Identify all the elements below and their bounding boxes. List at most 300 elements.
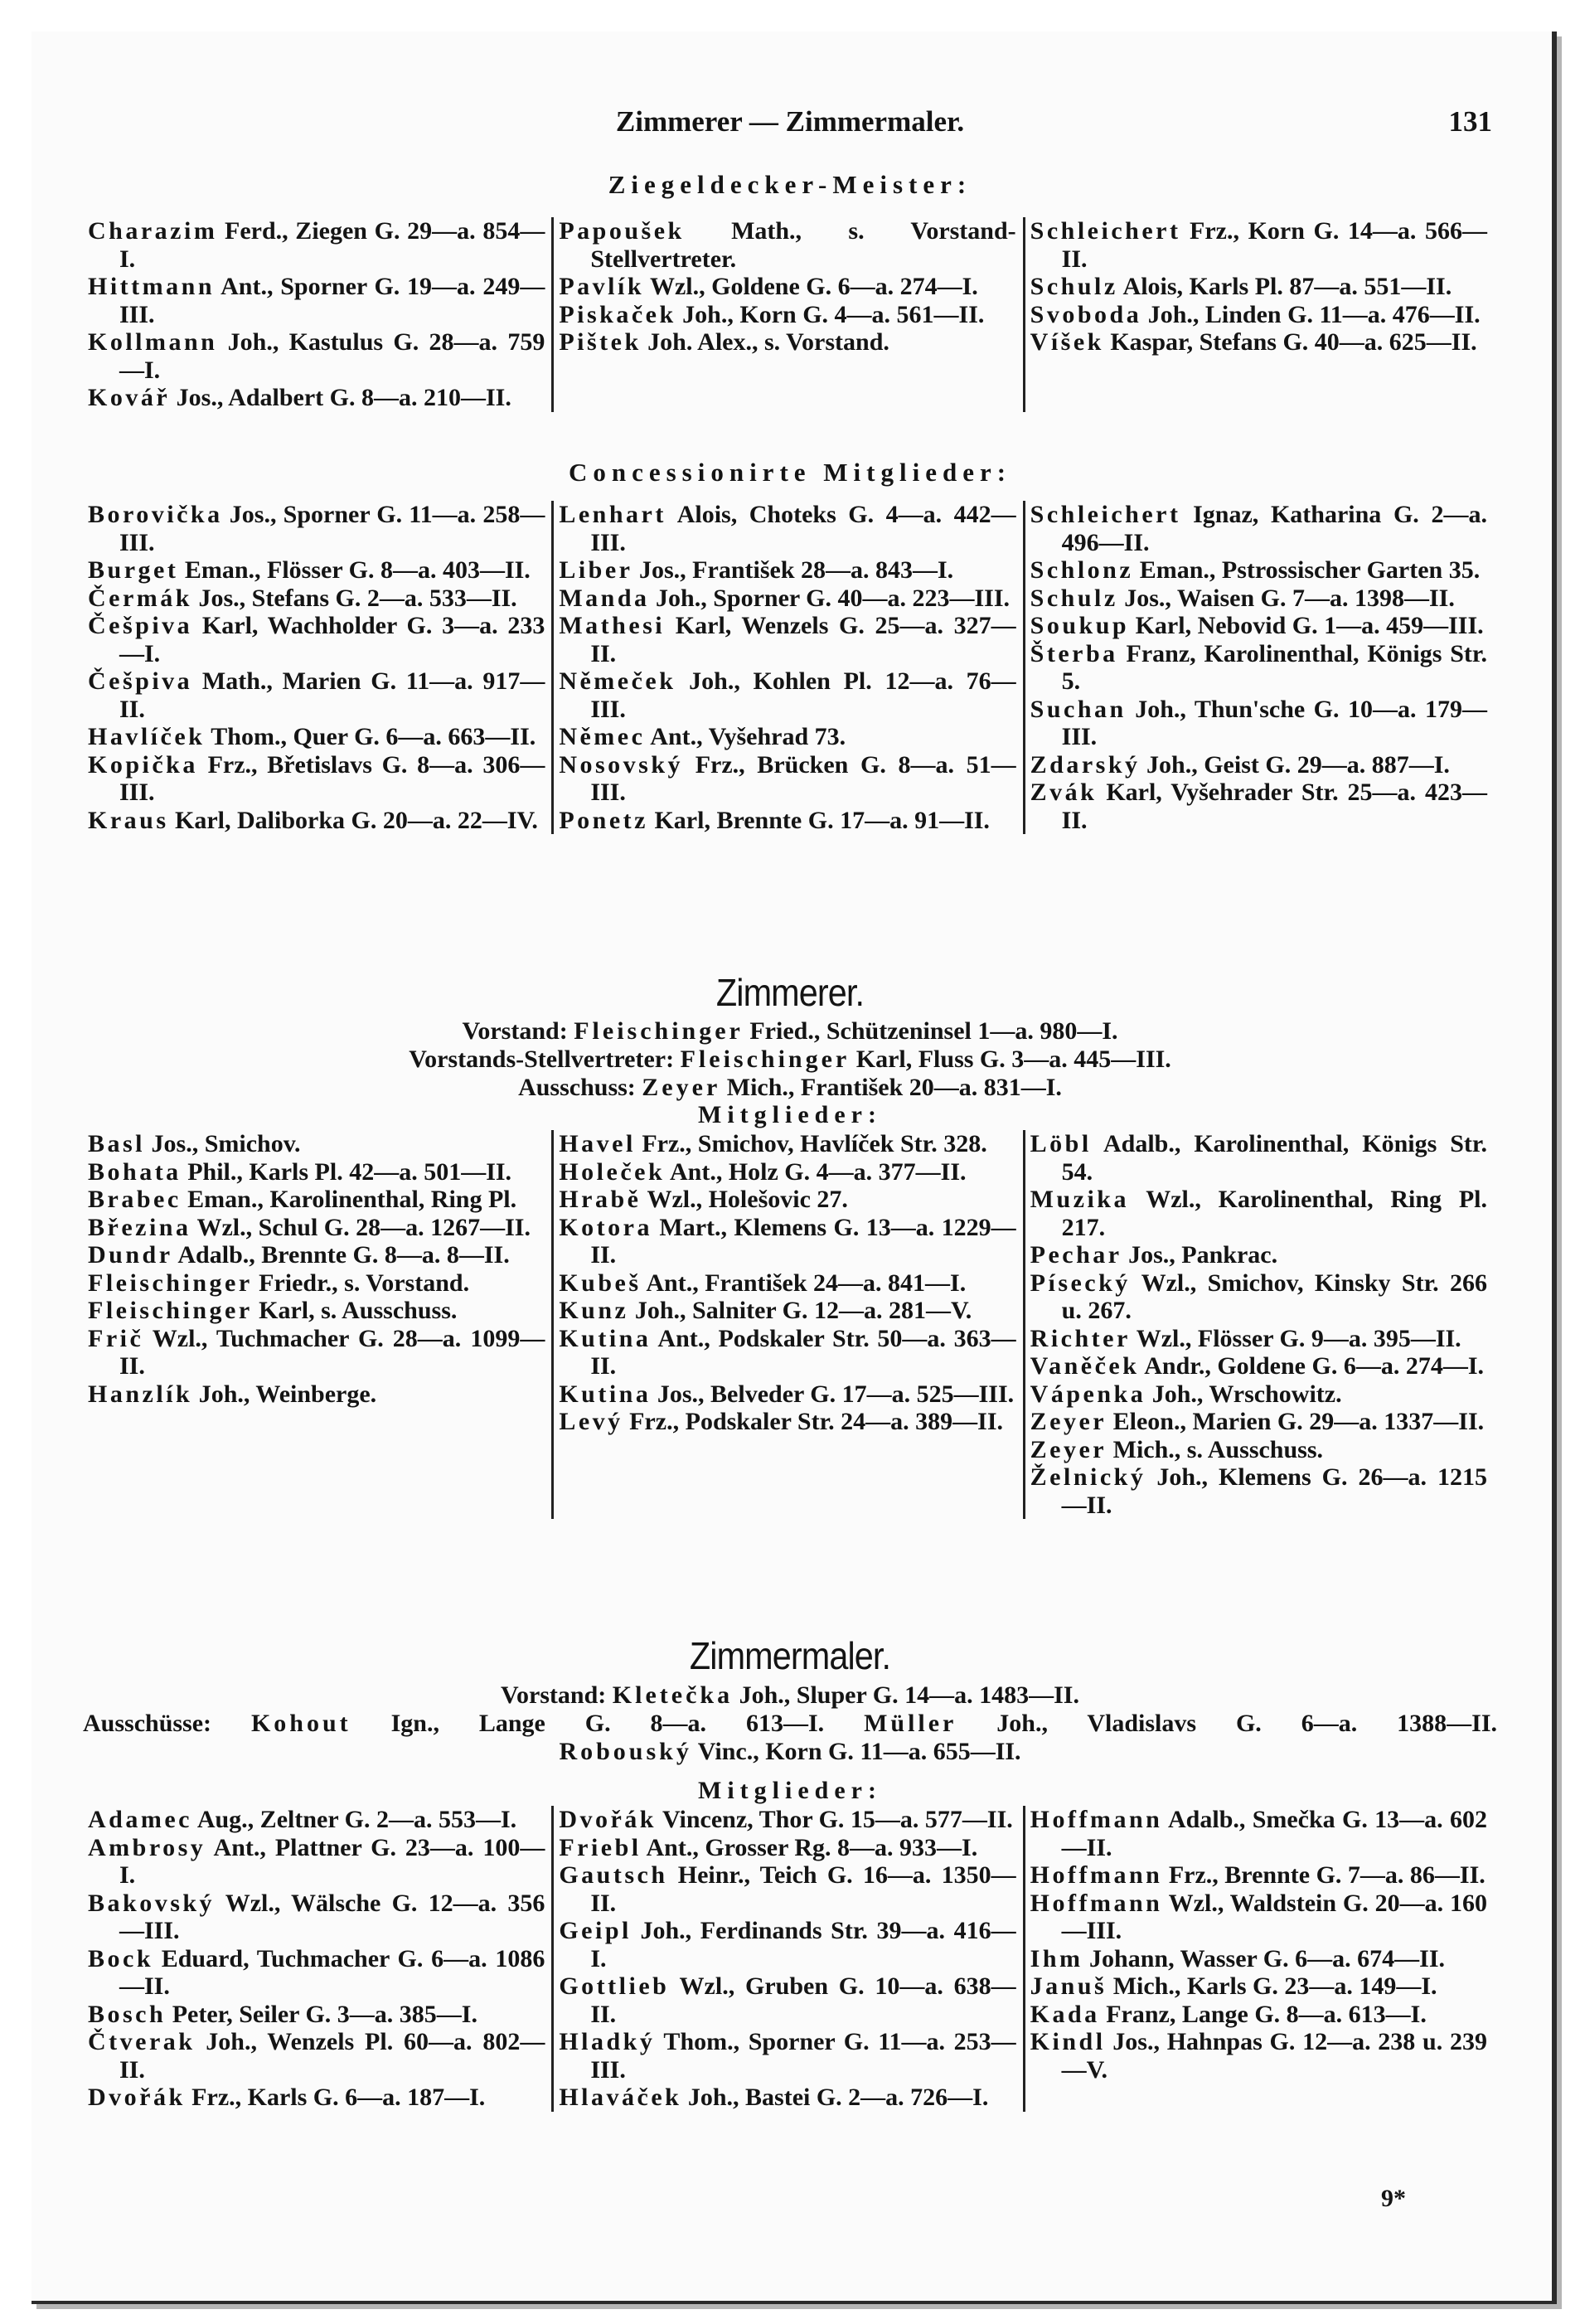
entry-details: Joh., Bastei G. 2—a. 726—I. [681,2084,989,2111]
ziegeldecker-heading: Ziegeldecker-Meister: [608,170,972,199]
directory-entry [88,1834,545,1890]
entry-name: Schleichert [1030,217,1181,245]
zimmerer-members-heading: Mitglieder: [698,1101,882,1128]
directory-entry [1030,1945,1487,1973]
zimmerer-ausschuss [83,1074,1497,1102]
entry-name: Gautsch [559,1861,668,1889]
entry-name: Hoffmann [1030,1861,1163,1889]
entry-details: Joh., Weinberge. [192,1380,377,1408]
entry-details: Ant., Plattner G. 23—a. 100—I. [119,1833,545,1889]
directory-entry [88,1380,545,1409]
entry-name: Kovář [88,384,171,411]
directory-entry [88,1186,545,1214]
directory-entry [1030,1269,1487,1325]
entry-details: Eman., Pstrossischer Garten 35. [1133,556,1481,584]
page-number: 131 [1448,105,1492,138]
entry-name: Vápenka [1030,1380,1146,1408]
entry-name: Januš [1030,1972,1107,2000]
entry-name: Fleischinger [88,1269,253,1297]
entry-details: Eman., Flösser G. 8—a. 403—II. [178,556,531,584]
directory-entry [1030,779,1487,834]
directory-entry [1030,301,1487,329]
entry-name: Želnický [1030,1463,1146,1491]
directory-entry [1030,1463,1487,1519]
entry-details: Jos., František 28—a. 843—I. [632,556,954,584]
ausschuss-name: Zeyer [642,1074,721,1101]
directory-entry [1030,328,1487,357]
entry-details: Frz., Brücken G. 8—a. 51—III. [590,750,1016,806]
entry-details: Joh., Kohlen Pl. 12—a. 76—III. [590,667,1016,723]
entry-name: Brabec [88,1186,182,1213]
directory-column [1023,1806,1494,2112]
directory-entry [88,273,545,328]
entry-name: Borovička [88,501,223,528]
directory-entry [1030,2001,1487,2029]
directory-entry [1030,1352,1487,1380]
directory-entry [559,2084,1015,2112]
directory-entry [88,723,545,751]
zimmermaler-members-heading: Mitglieder: [698,1777,882,1804]
directory-entry [88,501,545,556]
entry-name: Richter [1030,1324,1131,1352]
entry-details: Jos., Smichov. [145,1130,301,1157]
entry-details: Joh., Wenzels Pl. 60—a. 802—II. [119,2028,545,2084]
entry-name: Březina [88,1213,191,1241]
directory-entry [88,1158,545,1186]
ziegeldecker-columns [83,217,1494,412]
entry-name: Frič [88,1324,144,1352]
directory-entry [1030,585,1487,613]
directory-entry [559,1972,1015,2028]
entry-details: Joh., Klemens G. 26—a. 1215—II. [1061,1463,1487,1519]
entry-name: Bock [88,1944,154,1972]
entry-details: Jos., Hahnpas G. 12—a. 238 u. 239—V. [1061,2028,1487,2084]
zimmerer-stellvertreter [83,1046,1497,1074]
directory-column [551,501,1022,834]
entry-name: Bohata [88,1157,182,1186]
directory-entry [88,667,545,723]
entry-name: Charazim [88,217,218,245]
vorstand-name: Fleischinger [574,1017,744,1045]
vorstand-address: Fried., Schützeninsel 1—a. 980—I. [743,1017,1118,1045]
ausschusse-name-2: Müller [864,1710,957,1737]
directory-entry [559,1380,1015,1409]
directory-entry [1030,1325,1487,1353]
entry-details: Karl, Wenzels G. 25—a. 327—II. [590,612,1016,667]
directory-column [551,1130,1022,1519]
entry-details: Math., s. Vorstand-Stellvertreter. [590,217,1016,273]
entry-name: Hrabě [559,1186,642,1213]
directory-entry [88,217,545,273]
directory-entry [88,1297,545,1325]
zimmermaler-ausschusse-cont [83,1738,1497,1766]
entry-details: Alois, Choteks G. 4—a. 442—III. [590,501,1016,556]
directory-entry [559,2028,1015,2084]
entry-name: Schlonz [1030,556,1134,584]
entry-name: Čtverak [88,2028,196,2055]
entry-name: Muzika [1030,1186,1129,1213]
directory-entry [88,1325,545,1380]
directory-entry [559,1408,1015,1436]
directory-entry [1030,501,1487,556]
entry-name: Vaněček [1030,1352,1140,1380]
entry-details: Jos., Belveder G. 17—a. 525—III. [651,1380,1015,1408]
ausschusse-name-1: Kohout [250,1710,351,1737]
entry-name: Gottlieb [559,1972,670,2000]
entry-name: Geipl [559,1917,632,1944]
entry-name: Friebl [559,1833,642,1861]
entry-name: Mathesi [559,612,666,639]
ausschuss-address: Mich., František 20—a. 831—I. [720,1074,1062,1101]
directory-entry [1030,1186,1487,1241]
entry-name: Pavlík [559,273,645,300]
directory-entry [1030,556,1487,585]
entry-details: Frz., Smichov, Havlíček Str. 328. [635,1130,987,1157]
entry-details: Franz, Karolinenthal, Königs Str. 5. [1061,639,1487,695]
entry-name: Kada [1030,2000,1100,2028]
directory-entry [559,1130,1015,1158]
entry-name: Češpiva [88,667,193,695]
zimmerer-vorstand [83,1017,1497,1046]
entry-name: Kraus [88,806,169,834]
entry-name: Zvák [1030,779,1098,806]
entry-details: Joh., Linden G. 11—a. 476—II. [1141,300,1481,328]
entry-details: Johann, Wasser G. 6—a. 674—II. [1083,1944,1445,1972]
directory-entry [559,667,1015,723]
stellvertreter-label: Vorstands-Stellvertreter: [409,1046,681,1073]
entry-details: Wzl., Wälsche G. 12—a. 356—III. [119,1889,545,1944]
directory-entry [559,1297,1015,1325]
entry-details: Wzl., Flösser G. 9—a. 395—II. [1130,1324,1461,1352]
entry-name: Bosch [88,2000,167,2028]
ausschusse-address-2: Joh., Vladislavs G. 6—a. 1388—II. [957,1710,1497,1737]
entry-details: Ant., Podskaler Str. 50—a. 363—II. [590,1324,1016,1380]
entry-details: Ant., František 24—a. 841—I. [641,1269,967,1297]
directory-entry [559,1325,1015,1380]
directory-entry [88,585,545,613]
directory-entry [559,1269,1015,1298]
entry-name: Kutina [559,1380,652,1408]
entry-details: Joh., Kastulus G. 28—a. 759—I. [119,328,545,384]
directory-column [83,1806,551,2112]
ausschusse-address-1: Ign., Lange G. 8—a. 613—I. [351,1710,865,1737]
directory-entry [1030,1972,1487,2001]
entry-details: Frz., Brennte G. 7—a. 86—II. [1162,1861,1485,1889]
entry-name: Pištek [559,328,642,356]
directory-entry [559,501,1015,556]
entry-details: Alois, Karls Pl. 87—a. 551—II. [1117,273,1452,300]
entry-name: Svoboda [1030,300,1142,328]
entry-details: Joh., Thun'sche G. 10—a. 179—III. [1061,695,1487,750]
entry-name: Čermák [88,584,192,612]
entry-details: Ignaz, Katharina G. 2—a. 496—II. [1061,501,1487,556]
directory-entry [1030,1806,1487,1861]
entry-name: Schulz [1030,273,1118,300]
directory-entry [88,807,545,835]
entry-details: Jos., Sporner G. 11—a. 258—III. [119,501,545,556]
entry-details: Frz., Břetislavs G. 8—a. 306—III. [119,750,545,806]
directory-entry [88,612,545,667]
entry-details: Eleon., Marien G. 29—a. 1337—II. [1107,1408,1485,1435]
vorstand-label: Vorstand: [462,1017,574,1045]
directory-entry [559,1214,1015,1269]
directory-entry [88,2001,545,2029]
entry-name: Kollmann [88,328,218,356]
entry-details: Wzl., Smichov, Kinsky Str. 266 u. 267. [1061,1269,1487,1324]
entry-name: Hlaváček [559,2084,682,2111]
entry-name: Zeyer [1030,1435,1107,1463]
entry-details: Joh. Alex., s. Vorstand. [641,328,889,356]
ausschusse-label: Ausschüsse: [83,1710,251,1737]
entry-details: Karl, Nebovid G. 1—a. 459—III. [1129,612,1484,639]
directory-entry [1030,696,1487,751]
entry-details: Adalb., Karolinenthal, Königs Str. 54. [1061,1130,1487,1186]
entry-details: Wzl., Karolinenthal, Ring Pl. 217. [1061,1186,1487,1241]
entry-name: Dvořák [559,1806,657,1833]
entry-details: Frz., Karls G. 6—a. 187—I. [185,2084,486,2111]
directory-entry [1030,1380,1487,1409]
entry-details: Phil., Karls Pl. 42—a. 501—II. [181,1157,512,1186]
entry-details: Jos., Adalbert G. 8—a. 210—II. [170,384,511,411]
entry-details: Frz., Podskaler Str. 24—a. 389—II. [623,1408,1003,1435]
entry-name: Soukup [1030,612,1130,639]
entry-details: Mart., Klemens G. 13—a. 1229—II. [590,1213,1016,1269]
entry-name: Papoušek [559,217,685,245]
directory-entry [559,1158,1015,1186]
entry-name: Písecký [1030,1269,1131,1297]
entry-name: Piskaček [559,300,676,328]
entry-name: Dundr [88,1241,173,1269]
directory-entry [559,751,1015,807]
entry-details: Jos., Stefans G. 2—a. 533—II. [191,584,517,612]
concession-heading: Concessionirte Mitglieder: [568,458,1012,487]
entry-details: Wzl., Holešovic 27. [641,1186,848,1213]
ausschusse-address-3: Vinc., Korn G. 11—a. 655—II. [691,1738,1021,1765]
entry-name: Adamec [88,1806,192,1833]
entry-name: Šterba [1030,639,1118,667]
entry-details: Ant., Sporner G. 19—a. 249—III. [119,273,545,328]
entry-details: Karl, Brennte G. 17—a. 91—II. [647,806,990,834]
directory-column [551,217,1022,412]
entry-details: Vincenz, Thor G. 15—a. 577—II. [657,1806,1013,1833]
zm-vorstand-label: Vorstand: [501,1681,613,1709]
entry-name: Zeyer [1030,1408,1107,1435]
entry-name: Lenhart [559,501,666,528]
entry-details: Mich., Karls G. 23—a. 149—I. [1107,1972,1437,2000]
entry-name: Havlíček [88,723,206,750]
zimmermaler-vorstand [83,1681,1497,1710]
entry-name: Ihm [1030,1944,1083,1972]
zm-vorstand-address: Joh., Sluper G. 14—a. 1483—II. [733,1681,1079,1709]
directory-entry [1030,1436,1487,1464]
running-head [83,105,1497,145]
directory-entry [1030,1890,1487,1945]
entry-name: Levý [559,1408,623,1435]
entry-details: Wzl., Schul G. 28—a. 1267—II. [191,1213,531,1241]
entry-name: Víšek [1030,328,1104,356]
entry-name: Burget [88,556,179,584]
entry-name: Schleichert [1030,501,1181,528]
directory-entry [88,1269,545,1298]
running-head-title: Zimmerer — Zimmermaler. [615,105,965,138]
directory-entry [559,301,1015,329]
directory-entry [559,556,1015,585]
entry-name: Havel [559,1130,636,1157]
stellvertreter-name: Fleischinger [680,1046,851,1073]
entry-details: Jos., Waisen G. 7—a. 1398—II. [1117,584,1455,612]
entry-details: Joh., Geist G. 29—a. 887—I. [1140,750,1450,779]
entry-details: Ferd., Ziegen G. 29—a. 854—I. [119,217,545,273]
directory-column [1023,1130,1494,1519]
directory-entry [559,585,1015,613]
directory-entry [88,2028,545,2084]
entry-name: Löbl [1030,1130,1092,1157]
directory-entry [88,556,545,585]
directory-entry [88,2084,545,2112]
directory-entry [1030,1408,1487,1436]
directory-entry [559,273,1015,301]
entry-name: Zdarský [1030,750,1141,779]
entry-name: Schulz [1030,584,1118,612]
entry-details: Andr., Goldene G. 6—a. 274—I. [1139,1352,1485,1380]
directory-entry [1030,1130,1487,1186]
directory-entry [1030,640,1487,696]
entry-details: Joh., Ferdinands Str. 39—a. 416—I. [590,1917,1016,1972]
entry-details: Ant., Holz G. 4—a. 377—II. [665,1157,967,1186]
entry-name: Hittmann [88,273,216,300]
entry-name: Kopička [88,750,198,779]
entry-details: Adalb., Smečka G. 13—a. 602—II. [1061,1806,1487,1861]
directory-entry [559,612,1015,667]
entry-name: Basl [88,1130,146,1157]
entry-details: Ant., Grosser Rg. 8—a. 933—I. [641,1833,978,1861]
concession-columns [83,501,1494,834]
entry-details: Karl, Wachholder G. 3—a. 233—I. [119,612,545,667]
entry-details: Joh., Sporner G. 40—a. 223—III. [649,584,1011,612]
entry-name: Pechar [1030,1241,1122,1269]
entry-details: Thom., Quer G. 6—a. 663—II. [205,723,536,750]
entry-name: Hoffmann [1030,1806,1163,1833]
entry-details: Ant., Vyšehrad 73. [645,723,846,750]
zimmermaler-title: Zimmermaler. [689,1634,891,1677]
entry-details: Eman., Karolinenthal, Ring Pl. [181,1186,517,1213]
directory-entry [88,1214,545,1242]
entry-details: Karl, s. Ausschuss. [252,1297,458,1324]
entry-details: Joh., Wrschowitz. [1146,1380,1342,1408]
entry-name: Nosovský [559,750,684,779]
entry-name: Kunz [559,1297,629,1324]
entry-details: Karl, Vyšehrader Str. 25—a. 423—II. [1061,779,1487,834]
stellvertreter-address: Karl, Fluss G. 3—a. 445—III. [850,1046,1171,1073]
entry-name: Dvořák [88,2084,186,2111]
directory-entry [559,1186,1015,1214]
entry-details: Mich., s. Ausschuss. [1107,1435,1324,1463]
zimmerer-title: Zimmerer. [715,971,865,1014]
entry-details: Joh., Korn G. 4—a. 561—II. [676,300,985,328]
directory-entry [88,751,545,807]
directory-entry [1030,1861,1487,1890]
directory-entry [88,328,545,384]
directory-entry [559,1806,1015,1834]
entry-name: Hanzlík [88,1380,193,1408]
entry-name: Kubeš [559,1269,642,1297]
entry-details: Friedr., s. Vorstand. [252,1269,470,1297]
entry-name: Kindl [1030,2028,1106,2055]
directory-column [1023,217,1494,412]
directory-entry [559,328,1015,357]
directory-entry [559,1861,1015,1917]
entry-name: Ponetz [559,806,648,834]
zimmermaler-columns [83,1806,1494,2112]
zm-vorstand-name: Kletečka [612,1681,734,1709]
directory-entry [1030,1241,1487,1269]
entry-name: Fleischinger [88,1297,253,1324]
entry-name: Kotora [559,1213,652,1241]
directory-entry [559,723,1015,751]
entry-details: Thom., Sporner G. 11—a. 253—III. [590,2028,1016,2084]
entry-details: Frz., Korn G. 14—a. 566—II. [1061,217,1487,273]
directory-entry [88,1806,545,1834]
directory-entry [559,1917,1015,1972]
directory-entry [88,1945,545,2001]
entry-name: Hoffmann [1030,1889,1163,1917]
signature-mark: 9* [1381,2185,1406,2212]
entry-details: Math., Marien G. 11—a. 917—II. [119,667,545,723]
entry-name: Ambrosy [88,1833,206,1861]
entry-name: Liber [559,556,633,584]
entry-details: Wzl., Tuchmacher G. 28—a. 1099—II. [119,1324,545,1380]
entry-details: Wzl., Waldstein G. 20—a. 160—III. [1061,1889,1487,1944]
zimmermaler-ausschusse [83,1710,1497,1738]
entry-details: Heinr., Teich G. 16—a. 1350—II. [590,1861,1016,1917]
directory-entry [88,1890,545,1945]
entry-details: Franz, Lange G. 8—a. 613—I. [1099,2000,1427,2028]
directory-entry [88,384,545,412]
entry-details: Peter, Seiler G. 3—a. 385—I. [166,2000,477,2028]
directory-entry [559,217,1015,273]
directory-entry [1030,612,1487,640]
directory-entry [559,807,1015,835]
entry-name: Češpiva [88,612,193,639]
entry-details: Aug., Zeltner G. 2—a. 553—I. [191,1806,517,1833]
directory-column [83,1130,551,1519]
entry-name: Němec [559,723,646,750]
entry-details: Joh., Salniter G. 12—a. 281—V. [628,1297,972,1324]
entry-details: Wzl., Gruben G. 10—a. 638—II. [590,1972,1016,2028]
directory-entry [1030,2028,1487,2084]
directory-column [83,501,551,834]
entry-name: Hladký [559,2028,656,2055]
entry-name: Manda [559,584,650,612]
directory-column [83,217,551,412]
entry-details: Jos., Pankrac. [1122,1241,1278,1269]
entry-details: Eduard, Tuchmacher G. 6—a. 1086—II. [119,1944,545,2000]
entry-name: Němeček [559,667,676,695]
ausschuss-label: Ausschuss: [518,1074,642,1101]
directory-column [1023,501,1494,834]
entry-details: Kaspar, Stefans G. 40—a. 625—II. [1103,328,1477,356]
entry-name: Bakovský [88,1889,216,1917]
entry-details: Adalb., Brennte G. 8—a. 8—II. [172,1241,510,1269]
directory-entry [1030,217,1487,273]
directory-column [551,1806,1022,2112]
directory-entry [1030,751,1487,779]
entry-details: Wzl., Goldene G. 6—a. 274—I. [644,273,978,300]
ausschusse-name-3: Robouský [559,1738,692,1765]
directory-entry [1030,273,1487,301]
entry-details: Karl, Daliborka G. 20—a. 22—IV. [168,806,538,834]
entry-name: Suchan [1030,695,1127,723]
